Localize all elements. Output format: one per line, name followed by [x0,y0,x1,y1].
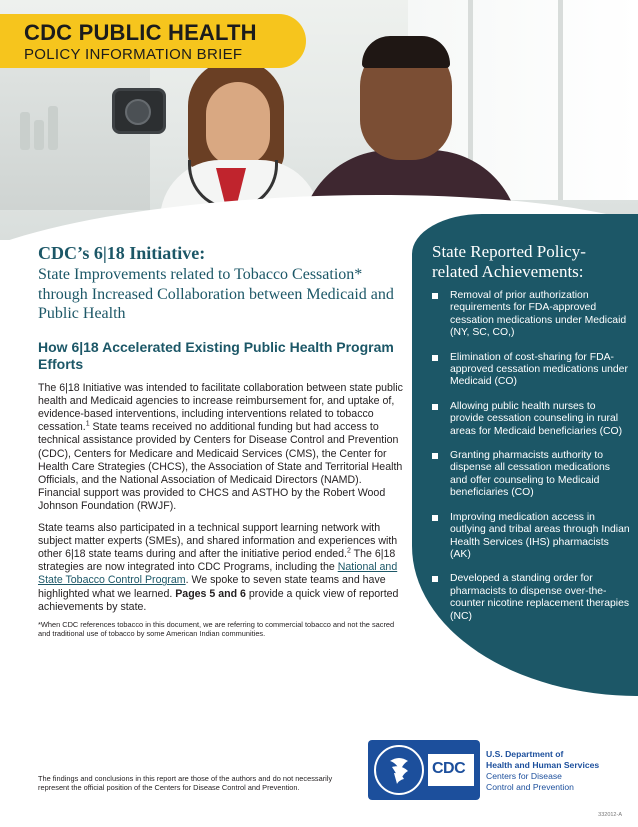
page-subtitle: State Improvements related to Tobacco Cessation* through Increased Collaboration between Medicaid and Public Health [38,266,394,322]
cdc-logo: CDC [428,754,474,786]
achievements-sidebar [412,214,638,696]
blood-pressure-monitor [112,88,166,134]
brief-title: CDC PUBLIC HEALTH [24,20,257,45]
list-item: Granting pharmacists authority to dispense all cessation medications and offer counseling to Medicaid beneficiaries (CO) [430,450,630,500]
list-item: Developed a standing order for pharmacists to dispense over-the-counter nicotine replacement therapies (NC) [430,573,630,623]
body-paragraph-2: State teams also participated in a technical support learning network with subject matter experts (SMEs), and shared information and experiences with other 6|18 state teams during and after the initiative period ended.$^2$ The 6|18 strategies are now integrated into CDC Programs, including the National and State Tobacco Control Program. We spoke to seven state teams and have highlighted what we learned. Pages 5 and 6 provide a quick view of reported achievements by state. [38,521,399,613]
square-bullet-icon [432,576,438,582]
list-item: Improving medication access in outlying and tribal areas through Indian Health Services (IHS) pharmacists (AK) [430,512,630,562]
document-number: 332012-A [598,812,622,818]
square-bullet-icon [432,293,438,299]
hhs-cdc-logo-block [368,740,480,800]
square-bullet-icon [432,515,438,521]
sidebar-heading: State Reported Policy-related Achievements: [432,242,586,281]
achievements-list [430,290,630,635]
hhs-seal-icon [374,745,424,795]
tobacco-program-link[interactable]: National and State Tobacco Control Program [38,561,398,587]
square-bullet-icon [432,453,438,459]
main-content [38,243,406,638]
square-bullet-icon [432,404,438,410]
tobacco-footnote: *When CDC references tobacco in this document, we are referring to commercial tobacco and not the sacred and traditional use of tobacco by some American Indian communities. [38,619,395,638]
agency-name: U.S. Department of Health and Human Services Centers for Disease Control and Prevention [486,749,600,792]
list-item: Removal of prior authorization requirements for FDA-approved cessation medications under Medicaid (NY, SC, CO,) [430,290,630,340]
body-paragraph-1: The 6|18 Initiative was intended to facilitate collaboration between state public health and Medicaid agencies to increase reimbursement for, and uptake of, evidence-based interventions, including interventions related to tobacco cessation.$^1$ State teams received no additional funding but had access to technical assistance provided by Centers for Disease Control and Prevention (CDC), Centers for Medicare and Medicaid Services (CMS), the Center for Health Care Strategies (CHCS), the Association of State and Territorial Health Officials, and the National Association of Medicaid Directors (NAMD). Financial support was provided to CHCS and ASTHO by the Robert Wood Johnson Foundation (RWJF). [38,381,403,513]
list-item: Elimination of cost-sharing for FDA-approved cessation medications under Medicaid (CO) [430,352,630,389]
page-title: CDC’s 6|18 Initiative: [38,243,206,263]
brief-subtitle: POLICY INFORMATION BRIEF [24,46,243,63]
list-item: Allowing public health nurses to provide cessation counseling in rural areas for Medicaid beneficiaries (CO) [430,401,630,438]
hhs-eagle-icon [386,755,414,785]
disclaimer: The findings and conclusions in this report are those of the authors and do not necessarily represent the official position of the Centers for Disease Control and Prevention. [38,774,333,792]
section-heading: How 6|18 Accelerated Existing Public Health Program Efforts [38,338,394,372]
square-bullet-icon [432,355,438,361]
brief-title-badge [0,14,306,68]
